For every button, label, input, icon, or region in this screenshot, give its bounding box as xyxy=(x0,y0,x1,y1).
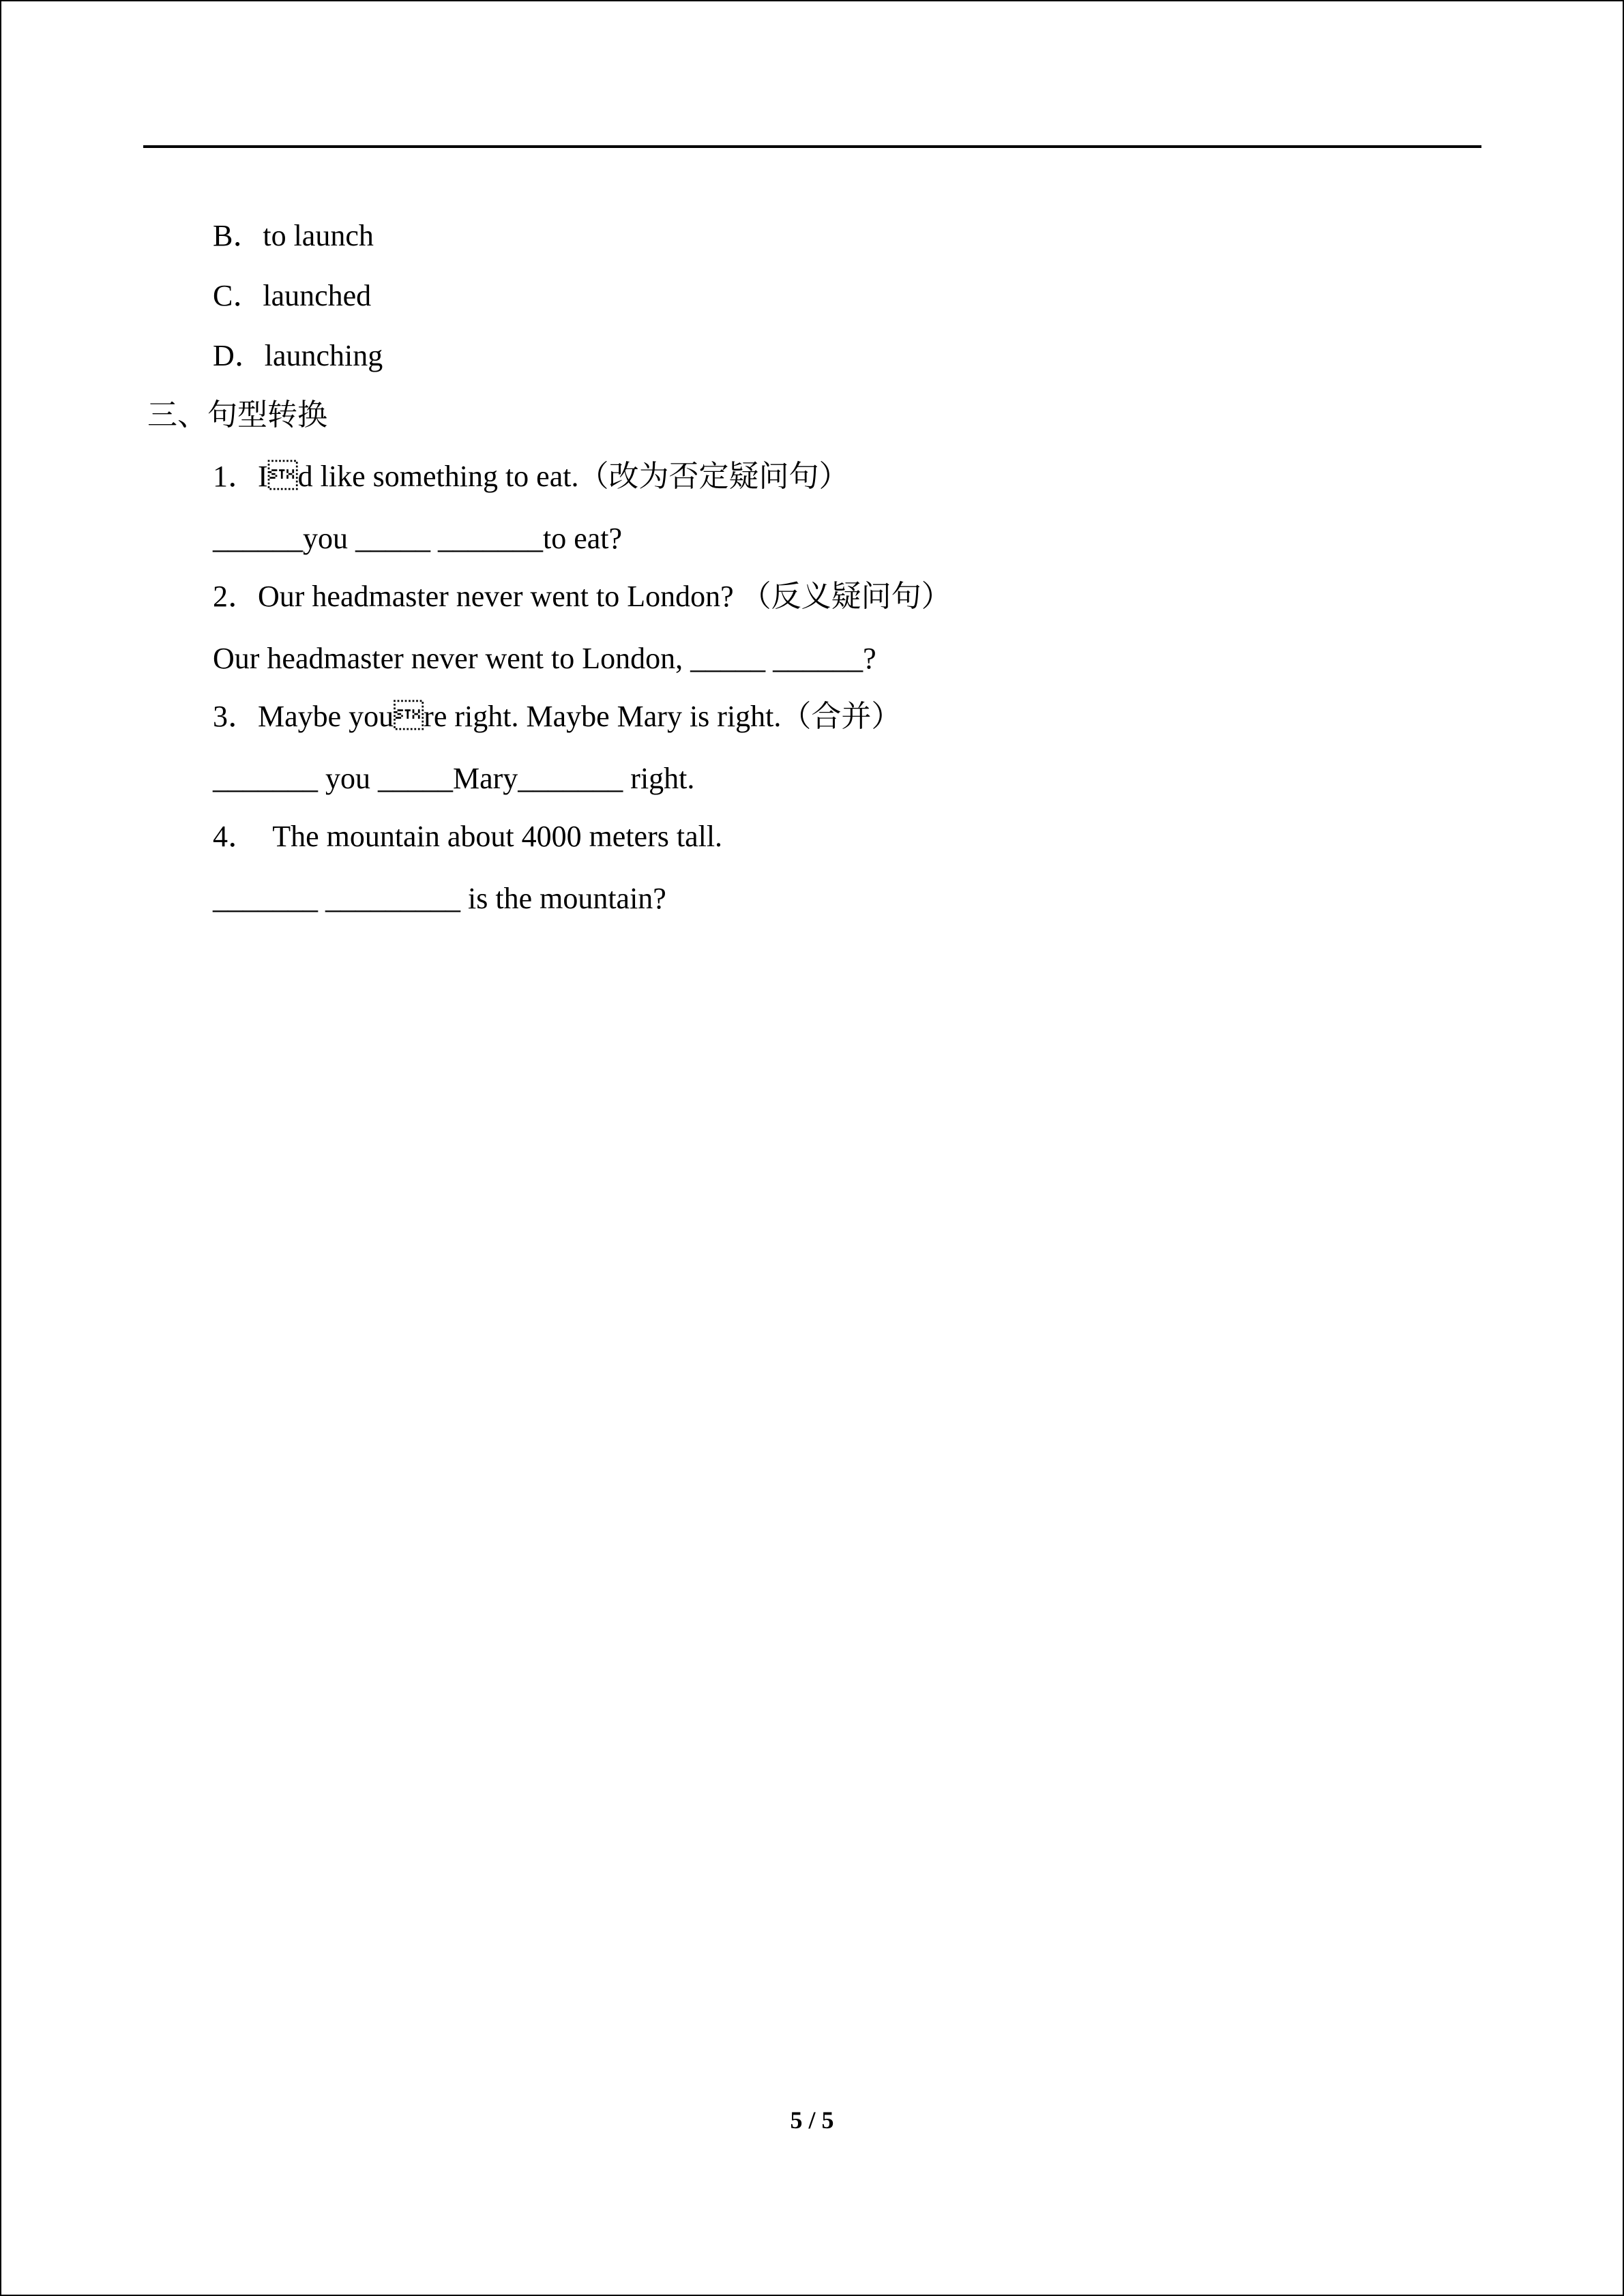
question-2-prompt: 2．Our headmaster never went to London? （反义疑问句） xyxy=(213,580,951,613)
option-d: D．launching xyxy=(213,339,383,372)
option-b: B．to launch xyxy=(213,219,374,252)
header-rule xyxy=(143,145,1481,148)
section-heading: 三、句型转换 xyxy=(147,398,327,432)
question-4-prompt: 4． The mountain about 4000 meters tall. xyxy=(213,820,723,853)
page-number: 5 / 5 xyxy=(790,2106,834,2134)
question-1-prompt: 1．Id like something to eat.（改为否定疑问句） xyxy=(213,460,849,493)
option-c: C．launched xyxy=(213,279,372,312)
question-3-prompt: 3．Maybe youre right. Maybe Mary is right.（合并） xyxy=(213,700,902,733)
question-1-answer: ______you _____ _______to eat? xyxy=(213,522,623,555)
question-2-answer: Our headmaster never went to London, _____ ______? xyxy=(213,642,876,675)
question-4-answer: _______ _________ is the mountain? xyxy=(213,882,666,915)
question-3-answer: _______ you _____Mary_______ right. xyxy=(213,762,695,795)
